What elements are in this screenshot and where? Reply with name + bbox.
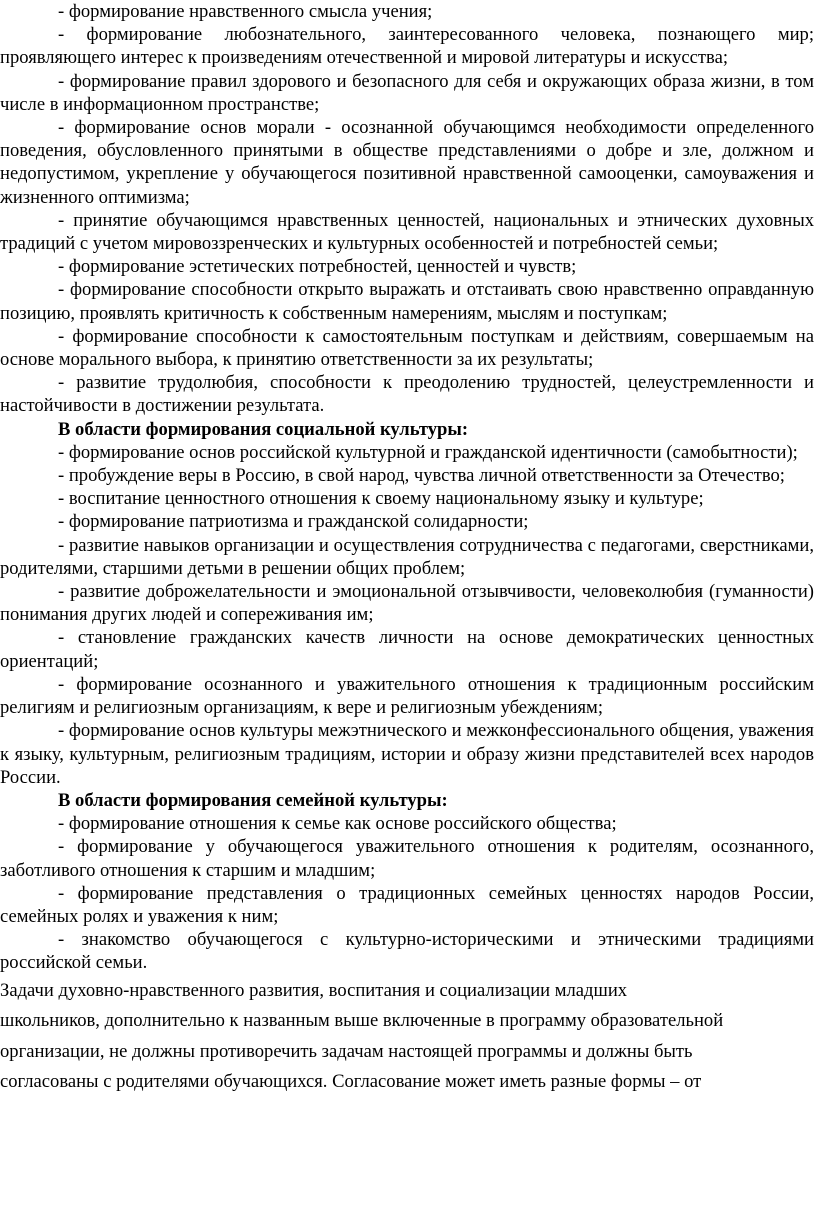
list-item: - формирование патриотизма и гражданской солидарности;: [58, 511, 529, 533]
list-item: - формирование основ культуры межэтнического и межконфессионального общения, уважения к языку, культурным, религиозным традициям, истории и образу жизни представителей всех народов России.: [0, 720, 814, 788]
list-item: - развитие трудолюбия, способности к преодолению трудностей, целеустремленности и настойчивости в достижении результата.: [0, 372, 814, 417]
list-item: - пробуждение веры в Россию, в свой народ, чувства личной ответственности за Отечество;: [58, 465, 785, 487]
section-social-list: [0, 441, 814, 789]
list-item: - формирование представления о традиционных семейных ценностях народов России, семейных ролях и уважения к ним;: [0, 882, 814, 927]
tail-line: организации, не должны противоречить задачам настоящей программы и должны быть: [0, 1040, 693, 1062]
list-item: - принятие обучающимся нравственных ценностей, национальных и этнических духовных традиций с учетом мировоззренческих и культурных особенностей и потребностей семьи;: [0, 209, 814, 255]
section-moral-list: [0, 0, 814, 418]
tail-line: школьников, дополнительно к названным выше включенные в программу образовательной: [0, 1010, 724, 1032]
section-heading-social: В области формирования социальной культуры:: [58, 418, 469, 440]
list-item: - формирование эстетических потребностей, ценностей и чувств;: [58, 256, 577, 278]
list-item: - становление гражданских качеств личности на основе демократических ценностных ориентаций;: [0, 627, 814, 672]
list-item: - формирование отношения к семье как основе российского общества;: [58, 813, 617, 835]
list-item: - формирование нравственного смысла учения;: [58, 1, 433, 22]
section-family-list: [0, 812, 814, 974]
list-item: - формирование способности к самостоятельным поступкам и действиям, совершаемым на основе морального выбора, к принятию ответственности за их результаты;: [0, 325, 814, 371]
tail-line: Задачи духовно-нравственного развития, воспитания и социализации младших: [0, 979, 628, 1001]
list-item: - знакомство обучающегося с культурно-историческими и этническими традициями российской семьи.: [0, 929, 814, 974]
list-item: - развитие доброжелательности и эмоциональной отзывчивости, человеколюбия (гуманности) понимания других людей и сопереживания им;: [0, 581, 814, 626]
tail-line: согласованы с родителями обучающихся. Согласование может иметь разные формы – от: [0, 1071, 702, 1093]
list-item: - формирование способности открыто выражать и отстаивать свою нравственно оправданную позицию, проявлять критичность к собственным намерениям, мыслям и поступкам;: [0, 279, 814, 324]
list-item: - формирование у обучающегося уважительного отношения к родителям, осознанного, заботливого отношения к старшим и младшим;: [0, 836, 814, 881]
list-item: - формирование основ российской культурной и гражданской идентичности (самобытности);: [58, 441, 798, 463]
list-item: - развитие навыков организации и осуществления сотрудничества с педагогами, сверстниками, родителями, старшими детьми в решении общих проблем;: [0, 534, 814, 579]
list-item: - формирование правил здорового и безопасного для себя и окружающих образа жизни, в том числе в информационном пространстве;: [0, 70, 814, 115]
list-item: - формирование осознанного и уважительного отношения к традиционным российским религиям и религиозным организациям, к вере и религиозным убеждениям;: [0, 673, 814, 719]
list-item: - формирование любознательного, заинтересованного человека, познающего мир; проявляющего интерес к произведениям отечественной и мировой литературы и искусства;: [0, 24, 814, 69]
list-item: - воспитание ценностного отношения к своему национальному языку и культуре;: [58, 488, 704, 510]
list-item: - формирование основ морали - осознанной обучающимся необходимости определенного поведения, обусловленного принятыми в обществе представлениями о добре и зле, должном и недопустимом, укрепление у обучающегося позитивной нравственной самооценки, самоуважения и жизненного оптимизма;: [0, 117, 814, 208]
section-heading-family: В области формирования семейной культуры:: [58, 789, 448, 811]
tail-paragraph: [0, 976, 814, 1097]
